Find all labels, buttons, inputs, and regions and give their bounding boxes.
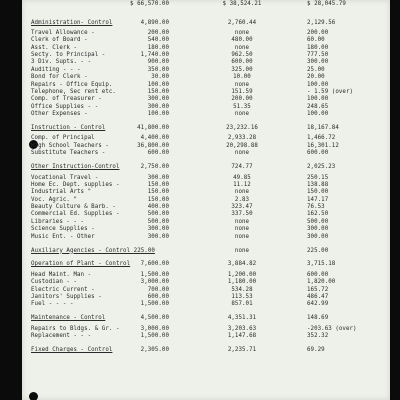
line-item-row xyxy=(31,175,381,182)
line-item-balance: 600.00 xyxy=(307,150,329,157)
line-item-budget: 300.00 xyxy=(147,226,169,233)
line-item-row xyxy=(31,135,381,142)
line-item-label: Auditing - - - xyxy=(31,66,81,73)
line-item-row xyxy=(31,226,381,233)
line-item-label: High School Teachers - xyxy=(31,142,109,149)
line-item-expended: none xyxy=(234,233,250,240)
line-item-label: Beauty Culture & Barb. - xyxy=(31,204,116,211)
line-item-expended: 480.00 xyxy=(231,37,253,44)
line-item-label: Electric Current - xyxy=(31,286,95,293)
line-item-row xyxy=(31,67,381,74)
line-item-row xyxy=(31,182,381,189)
line-item-budget: 500.00 xyxy=(147,211,169,218)
line-item-expended: 325.00 xyxy=(231,66,253,73)
line-item-label: Libraries - - - xyxy=(31,218,85,225)
section-budget: 7,600.00 xyxy=(140,261,169,268)
section-title: Operation of Plant - Control xyxy=(31,261,131,268)
line-item-balance: 486.47 xyxy=(307,294,329,300)
line-item-budget: 150.00 xyxy=(147,189,169,196)
line-item-budget: 300.00 xyxy=(147,233,169,240)
line-item-balance: -203.63 (over) xyxy=(307,325,357,332)
line-item-expended: none xyxy=(234,29,250,36)
line-item-row xyxy=(31,104,381,111)
line-item-label: Travel Allowance - xyxy=(31,29,95,36)
line-item-row xyxy=(31,211,381,218)
line-item-balance: 162.50 xyxy=(307,211,329,218)
line-item-budget: 3,000.00 xyxy=(140,325,169,332)
ledger-sections xyxy=(31,13,381,354)
line-item-budget: 200.00 xyxy=(147,29,169,36)
line-item-balance: 100.00 xyxy=(307,81,329,88)
section-title: Fixed Charges - Control xyxy=(31,346,113,353)
line-item-row xyxy=(31,219,381,226)
line-item-expended: 2,933.28 xyxy=(227,135,257,142)
section-balance: 3,715.18 xyxy=(307,261,336,268)
line-item-expended: 11.12 xyxy=(233,181,251,188)
line-item-expended: 1,147.68 xyxy=(227,333,257,340)
line-item-expended: 857.01 xyxy=(231,301,253,308)
line-item-balance: 500.00 xyxy=(307,218,329,225)
line-item-label: Janitors' Supplies - xyxy=(31,294,102,300)
line-item-label: Science Supplies - xyxy=(31,226,95,233)
line-item-budget: 3,000.00 xyxy=(140,279,169,286)
line-item-expended: none xyxy=(234,81,250,88)
line-item-balance: 100.00 xyxy=(307,96,329,103)
line-item-label: Telephone, Sec rent etc. xyxy=(31,89,116,96)
line-item-expended: 1,200.00 xyxy=(227,271,257,278)
line-item-expended: 962.50 xyxy=(231,52,253,59)
line-item-row xyxy=(31,197,381,204)
line-item-balance: 76.53 xyxy=(307,204,325,211)
section-balance: 2,025.23 xyxy=(307,164,336,171)
section-expended: 724.77 xyxy=(231,164,253,171)
section-expended: 2,235.71 xyxy=(227,346,257,353)
total-expended-amount: $ 38,524.21 xyxy=(222,1,262,7)
line-item-budget: 700.00 xyxy=(147,286,169,293)
section-budget: 41,800.00 xyxy=(137,125,169,132)
section-expended: 4,351.31 xyxy=(227,315,257,322)
line-item-balance: 147.17 xyxy=(307,196,329,203)
line-item-label: Repairs to Bldgs. & Gr. - xyxy=(31,325,120,332)
line-item-balance: 1,820.00 xyxy=(307,279,336,286)
total-budget-amount: $ 66,570.00 xyxy=(130,1,169,7)
line-item-expended: 20,298.88 xyxy=(226,142,258,149)
section-balance: 2,129.56 xyxy=(307,19,336,26)
line-item-row xyxy=(31,82,381,89)
line-item-budget: 350.00 xyxy=(147,66,169,73)
line-item-balance: 25.00 xyxy=(307,66,325,73)
line-item-row xyxy=(31,143,381,150)
line-item-expended: none xyxy=(234,189,250,196)
section-title: Instruction - Control xyxy=(31,125,106,132)
line-item-row xyxy=(31,52,381,59)
line-item-row xyxy=(31,45,381,52)
section-budget: 2,750.00 xyxy=(140,164,169,171)
line-item-budget: 150.00 xyxy=(147,196,169,203)
line-item-label: Industrial Arts " xyxy=(31,189,92,196)
ledger-sheet xyxy=(31,1,381,399)
line-item-label: Music Ent. - Other xyxy=(31,233,95,240)
line-item-budget: 400.00 xyxy=(147,204,169,211)
line-item-row xyxy=(31,74,381,81)
line-item-label: Home Ec. Dept. supplies - xyxy=(31,181,120,188)
line-item-expended: 3,203.63 xyxy=(227,325,257,332)
line-item-budget: 600.00 xyxy=(147,294,169,300)
line-item-expended: none xyxy=(234,44,250,51)
line-item-expended: 200.00 xyxy=(231,96,253,103)
section-title: Auxiliary Agencies - Control 225.00 xyxy=(31,247,155,254)
section-balance: 148.69 xyxy=(307,315,329,322)
line-item-balance: 60.00 xyxy=(307,37,325,44)
line-item-budget: 36,800.00 xyxy=(137,142,169,149)
line-item-row xyxy=(31,287,381,294)
line-item-expended: 1,180.00 xyxy=(227,279,257,286)
top-totals-row xyxy=(31,1,381,13)
line-item-label: Head Maint. Man - xyxy=(31,271,92,278)
line-item-label: Clerk of Board - xyxy=(31,37,88,44)
line-item-budget: 150.00 xyxy=(147,181,169,188)
line-item-label: Secty. to Principal - xyxy=(31,52,106,59)
line-item-row xyxy=(31,96,381,103)
line-item-row xyxy=(31,204,381,211)
line-item-budget: 1,500.00 xyxy=(140,333,169,340)
line-item-balance: 300.00 xyxy=(307,233,329,240)
line-item-row xyxy=(31,59,381,66)
line-item-balance: 600.00 xyxy=(307,271,329,278)
line-item-row xyxy=(31,234,381,241)
line-item-label: Other Expenses - xyxy=(31,111,88,118)
line-item-row xyxy=(31,150,381,157)
line-item-balance: 352.32 xyxy=(307,333,329,340)
line-item-budget: 300.00 xyxy=(147,103,169,110)
line-item-expended: none xyxy=(234,150,250,157)
section-expended: none xyxy=(234,247,250,254)
line-item-budget: 300.00 xyxy=(147,96,169,103)
line-item-expended: 113.53 xyxy=(231,294,253,300)
line-item-label: Bond for Clerk - xyxy=(31,74,88,81)
line-item-balance: 180.00 xyxy=(307,44,329,51)
section-header-row xyxy=(31,20,381,27)
line-item-balance: - 1.59 (over) xyxy=(307,89,354,96)
line-item-label: Voc. Agric. " xyxy=(31,196,78,203)
line-item-label: Office Supplies - - xyxy=(31,103,99,110)
section-expended: 3,884.82 xyxy=(227,261,257,268)
line-item-row xyxy=(31,30,381,37)
line-item-balance: 300.00 xyxy=(307,226,329,233)
section-expended: 23,232.16 xyxy=(226,125,258,132)
line-item-budget: 600.00 xyxy=(147,150,169,157)
line-item-row xyxy=(31,301,381,308)
line-item-row xyxy=(31,333,381,340)
line-item-label: Fuel - - - - xyxy=(31,301,74,308)
line-item-budget: 500.00 xyxy=(147,218,169,225)
line-item-budget: 1,740.00 xyxy=(140,52,169,59)
line-item-expended: none xyxy=(234,111,250,118)
line-item-expended: 323.47 xyxy=(231,204,253,211)
section-budget: 2,305.00 xyxy=(140,346,169,353)
line-item-balance: 642.99 xyxy=(307,301,329,308)
line-item-balance: 200.00 xyxy=(307,29,329,36)
line-item-expended: 600.00 xyxy=(231,59,253,66)
section-header-row xyxy=(31,261,381,268)
line-item-budget: 1,500.00 xyxy=(140,271,169,278)
line-item-expended: none xyxy=(234,226,250,233)
line-item-row xyxy=(31,89,381,96)
section-header-row xyxy=(31,125,381,132)
section-header-row xyxy=(31,164,381,171)
line-item-row xyxy=(31,189,381,196)
line-item-expended: 49.85 xyxy=(233,174,251,181)
section-title: Maintenance - Control xyxy=(31,315,106,322)
section-header-row xyxy=(31,315,381,322)
section-balance: 225.00 xyxy=(307,247,329,254)
section-header-row xyxy=(31,248,381,255)
line-item-label: Vocational Travel - xyxy=(31,174,99,181)
line-item-balance: 165.72 xyxy=(307,286,329,293)
line-item-balance: 150.00 xyxy=(307,189,329,196)
line-item-budget: 540.00 xyxy=(147,37,169,44)
line-item-balance: 138.88 xyxy=(307,181,329,188)
line-item-balance: 777.50 xyxy=(307,52,329,59)
line-item-label: 3 Div. Supts. - - xyxy=(31,59,92,66)
line-item-expended: 337.50 xyxy=(231,211,253,218)
line-item-row xyxy=(31,326,381,333)
line-item-budget: 1,500.00 xyxy=(140,301,169,308)
line-item-balance: 20.00 xyxy=(307,74,325,81)
line-item-label: Repairs - Office Equip. xyxy=(31,81,113,88)
line-item-expended: 534.28 xyxy=(231,286,253,293)
budget-ledger-page xyxy=(22,0,390,400)
section-title: Other Instruction-Control xyxy=(31,164,120,171)
line-item-label: Asst. Clerk - xyxy=(31,44,78,51)
line-item-budget: 30.00 xyxy=(151,74,169,81)
line-item-balance: 100.00 xyxy=(307,111,329,118)
section-title: Administration- Control xyxy=(31,19,113,26)
line-item-label: Comp. of Treasurer - xyxy=(31,96,102,103)
line-item-row xyxy=(31,279,381,286)
line-item-row xyxy=(31,294,381,301)
section-header-row xyxy=(31,347,381,354)
line-item-expended: 51.35 xyxy=(233,103,251,110)
line-item-label: Substitute Teachers - xyxy=(31,150,106,157)
line-item-row xyxy=(31,111,381,118)
line-item-expended: 151.59 xyxy=(231,89,253,96)
total-balance-amount: $ 28,045.79 xyxy=(307,1,346,7)
line-item-balance: 1,466.72 xyxy=(307,135,336,142)
line-item-budget: 150.00 xyxy=(147,89,169,96)
line-item-budget: 900.00 xyxy=(147,59,169,66)
section-budget: 4,500.00 xyxy=(140,315,169,322)
line-item-label: Comp. of Principal xyxy=(31,135,95,142)
line-item-balance: 248.65 xyxy=(307,103,329,110)
line-item-label: Custodian - - xyxy=(31,279,78,286)
line-item-label: Commercial Ed. Supplies - xyxy=(31,211,120,218)
line-item-expended: 2.83 xyxy=(234,196,250,203)
line-item-balance: 16,301.12 xyxy=(307,142,339,149)
section-budget: 4,890.00 xyxy=(140,19,169,26)
line-item-balance: 300.00 xyxy=(307,59,329,66)
line-item-budget: 300.00 xyxy=(147,174,169,181)
line-item-budget: 180.00 xyxy=(147,44,169,51)
line-item-label: Replacement - - - xyxy=(31,333,92,340)
line-item-expended: none xyxy=(234,218,250,225)
section-expended: 2,760.44 xyxy=(227,19,257,26)
line-item-balance: 250.15 xyxy=(307,174,329,181)
line-item-row xyxy=(31,272,381,279)
line-item-budget: 4,400.00 xyxy=(140,135,169,142)
line-item-expended: 10.00 xyxy=(233,74,251,81)
line-item-row xyxy=(31,37,381,44)
line-item-budget: 100.00 xyxy=(147,81,169,88)
section-balance: 69.29 xyxy=(307,346,325,353)
line-item-budget: 100.00 xyxy=(147,111,169,118)
section-balance: 18,167.84 xyxy=(307,125,339,132)
